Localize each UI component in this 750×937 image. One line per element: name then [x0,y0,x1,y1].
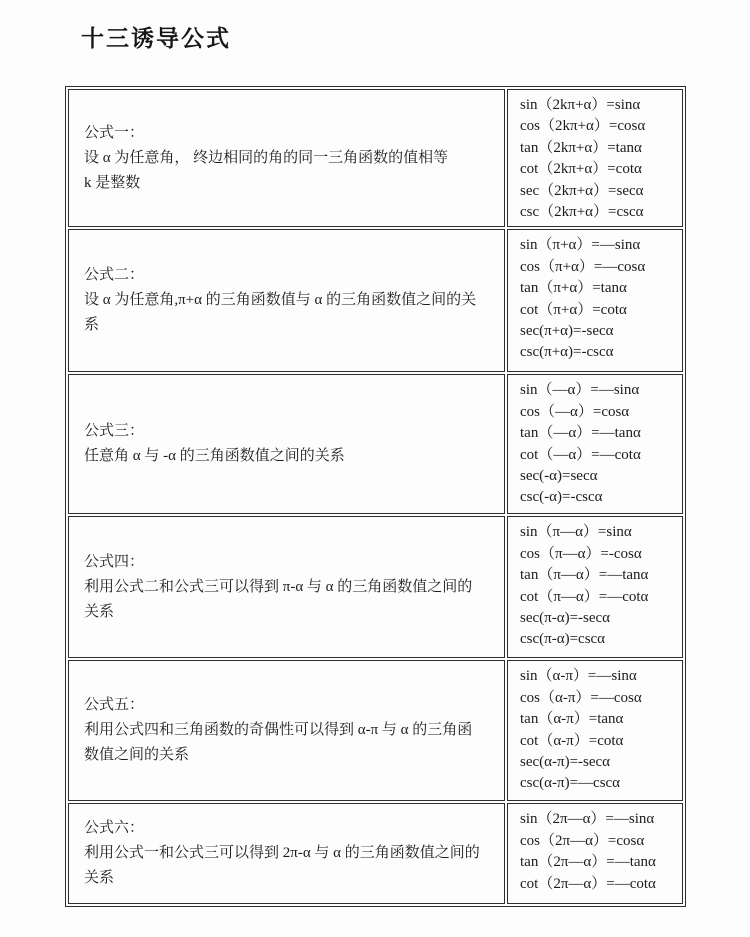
formula-equation: sin（π+α）=—sinα [520,237,641,254]
formula-equation: tan（π+α）=tanα [520,280,627,297]
formula-equation: csc(-α)=-cscα [520,489,603,506]
formula-equation: csc(π-α)=cscα [520,631,606,648]
formula-equation: sin（—α）=—sinα [520,382,640,399]
induction-formula-table [65,86,686,907]
formula-name: 公式四： [84,553,145,570]
formula-row [68,229,683,372]
formula-equation: sec（2kπ+α）=secα [520,182,644,199]
formula-description-cell [68,516,505,658]
formula-equation: tan（—α）=—tanα [520,425,641,442]
formula-description-cell [68,374,505,514]
formula-equation: cos（π+α）=—cosα [520,258,646,275]
formula-table-body [68,89,683,904]
formula-description-cell [68,660,505,801]
formula-equation: cos（α-π）=—cosα [520,689,642,706]
formula-equation: cot（—α）=—cotα [520,446,641,463]
formula-equation: sin（π—α）=sinα [520,524,632,541]
formula-row [68,374,683,514]
formula-equation: sec(π+α)=-secα [520,323,614,340]
formula-list-cell [507,660,683,801]
formula-row [68,89,683,227]
formula-name: 公式六： [84,820,145,837]
formula-equation: cot（2kπ+α）=cotα [520,161,642,178]
formula-equation: cos（—α）=cosα [520,403,630,420]
formula-description-text: k 是整数 [84,174,141,191]
formula-name: 公式二： [84,267,145,284]
formula-equation: tan（2kπ+α）=tanα [520,139,642,156]
formula-equation: sec(π-α)=-secα [520,610,611,627]
formula-equation: cos（2kπ+α）=cosα [520,118,646,135]
formula-list-cell [507,374,683,514]
formula-description-text: 设 α 为任意角,π+α 的三角函数值与 α 的三角函数值之间的关系 [84,292,477,334]
formula-equation: sin（2π—α）=—sinα [520,811,655,828]
formula-name: 公式五： [84,697,145,714]
formula-equation: tan（2π—α）=—tanα [520,854,656,871]
formula-equation: tan（α-π）=tanα [520,711,624,728]
formula-list-cell [507,89,683,227]
formula-equation: sec(-α)=secα [520,468,598,485]
formula-equation: cot（2π—α）=—cotα [520,875,656,892]
formula-name: 公式三： [84,423,145,440]
formula-description-cell [68,229,505,372]
formula-equation: cos（2π—α）=cosα [520,832,645,849]
formula-row [68,516,683,658]
formula-description-cell [68,89,505,227]
formula-list-cell [507,229,683,372]
formula-description-text: 利用公式一和公式三可以得到 2π-α 与 α 的三角函数值之间的关系 [84,845,480,887]
formula-equation: cos（π—α）=-cosα [520,545,642,562]
formula-equation: csc(π+α)=-cscα [520,344,614,361]
formula-row [68,660,683,801]
formula-equation: cot（π+α）=cotα [520,301,627,318]
formula-equation: sec(α-π)=-secα [520,754,611,771]
formula-list-cell [507,516,683,658]
formula-equation: sin（α-π）=—sinα [520,668,637,685]
formula-equation: csc(α-π)=—cscα [520,775,621,792]
formula-equation: csc（2kπ+α）=cscα [520,204,644,221]
formula-description-text: 设 α 为任意角， 终边相同的角的同一三角函数的值相等 [84,149,449,166]
formula-equation: tan（π—α）=—tanα [520,567,649,584]
formula-description-text: 利用公式二和公式三可以得到 π-α 与 α 的三角函数值之间的关系 [84,578,473,620]
formula-description-text: 任意角 α 与 -α 的三角函数值之间的关系 [84,448,345,465]
formula-description-text: 利用公式四和三角函数的奇偶性可以得到 α-π 与 α 的三角函数值之间的关系 [84,722,473,764]
page-title: 十三诱导公式 [81,26,231,51]
formula-equation: sin（2kπ+α）=sinα [520,97,641,113]
formula-row [68,803,683,904]
formula-description-cell [68,803,505,904]
formula-name: 公式一： [84,124,145,141]
formula-equation: cot（π—α）=—cotα [520,588,649,605]
formula-list-cell [507,803,683,904]
formula-equation: cot（α-π）=cotα [520,732,624,749]
